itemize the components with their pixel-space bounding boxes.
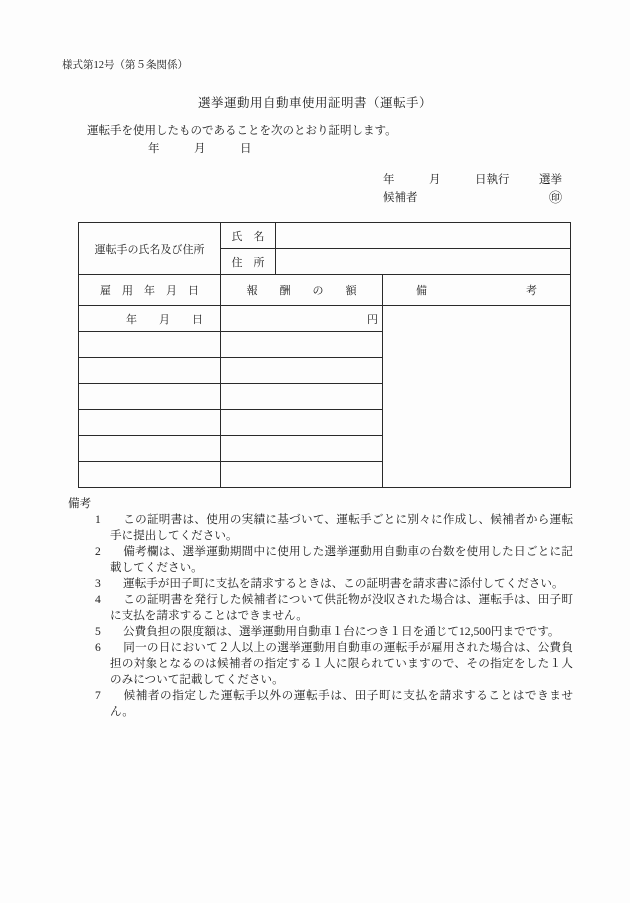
note-item: [95, 688, 573, 720]
address-value-cell: [276, 249, 571, 275]
seal-mark-icon: ㊞: [548, 190, 562, 205]
remuneration-cell: [221, 358, 383, 384]
note-item: [95, 512, 573, 544]
issuer-block: [383, 171, 562, 207]
note-item: [95, 640, 573, 688]
employment-date-cell: [79, 332, 221, 358]
issue-date-line: 年 月 日: [148, 143, 252, 155]
note-text: 公費負担の限度額は、選挙運動用自動車１台につき１日を通じて12,500円までです。: [123, 625, 560, 638]
remarks-value-cell: [383, 306, 571, 488]
employment-date-unit-label: 年 月 日: [79, 306, 221, 332]
notes-label: 備考: [68, 497, 92, 510]
table-row: [79, 223, 571, 249]
remuneration-cell: [221, 384, 383, 410]
employment-date-cell: [79, 384, 221, 410]
remuneration-cell: [221, 332, 383, 358]
table-header-row: [79, 275, 571, 306]
note-number: 2: [95, 545, 101, 558]
note-number: 1: [95, 513, 101, 526]
employment-date-header: 雇 用 年 月 日: [79, 275, 221, 306]
note-text: 候補者の指定した運転手以外の運転手は、田子町に支払を請求することはできません。: [110, 689, 573, 718]
note-text: 運転手が田子町に支払を請求するときは、この証明書を請求書に添付してください。: [123, 577, 564, 590]
remuneration-cell: [221, 436, 383, 462]
note-item: [95, 624, 573, 640]
note-number: 7: [95, 689, 101, 702]
notes-list: [68, 512, 573, 720]
employment-date-cell: [79, 410, 221, 436]
employment-date-cell: [79, 436, 221, 462]
note-item: [95, 576, 573, 592]
form-table: [78, 222, 571, 488]
currency-unit-label: 円: [221, 306, 383, 332]
note-number: 4: [95, 593, 101, 606]
note-text: 同一の日において２人以上の選挙運動用自動車の運転手が雇用された場合は、公費負担の対象となるのは候補者の指定する１人に限られていますので、その指定をした１人のみについて記載してください。: [110, 641, 573, 686]
name-value-cell: [276, 223, 571, 249]
note-text: 備考欄は、選挙運動期間中に使用した選挙運動用自動車の台数を使用した日ごとに記載してください。: [110, 545, 573, 574]
note-text: この証明書を発行した候補者について供託物が没収された場合は、運転手は、田子町に支払を請求することはできません。: [110, 593, 573, 622]
remuneration-header: 報 酬 の 額: [221, 275, 383, 306]
address-label: 住 所: [221, 249, 276, 275]
name-label: 氏 名: [221, 223, 276, 249]
election-date-line: [383, 171, 562, 189]
note-item: [95, 592, 573, 624]
note-number: 5: [95, 625, 101, 638]
driver-info-label: 運転手の氏名及び住所: [79, 223, 221, 275]
candidate-line: [383, 189, 562, 207]
note-item: [95, 544, 573, 576]
election-label: 選挙: [539, 174, 562, 186]
note-number: 3: [95, 577, 101, 590]
employment-date-cell: [79, 358, 221, 384]
employment-date-cell: [79, 462, 221, 488]
election-date-text: 年 月 日執行: [383, 174, 510, 186]
table-row: [79, 306, 571, 332]
certify-sentence: 運転手を使用したものであることを次のとおり証明します。: [87, 125, 397, 137]
remarks-header: 備 考: [383, 275, 571, 306]
form-number: 様式第12号（第５条関係）: [62, 60, 188, 71]
notes-section: [68, 496, 573, 720]
note-text: この証明書は、使用の実績に基づいて、運転手ごとに別々に作成し、候補者から運転手に提出してください。: [110, 513, 573, 542]
note-number: 6: [95, 641, 101, 654]
remuneration-cell: [221, 410, 383, 436]
remuneration-cell: [221, 462, 383, 488]
candidate-label: 候補者: [383, 192, 418, 204]
form-title: 選挙運動用自動車使用証明書（運転手）: [197, 96, 432, 110]
